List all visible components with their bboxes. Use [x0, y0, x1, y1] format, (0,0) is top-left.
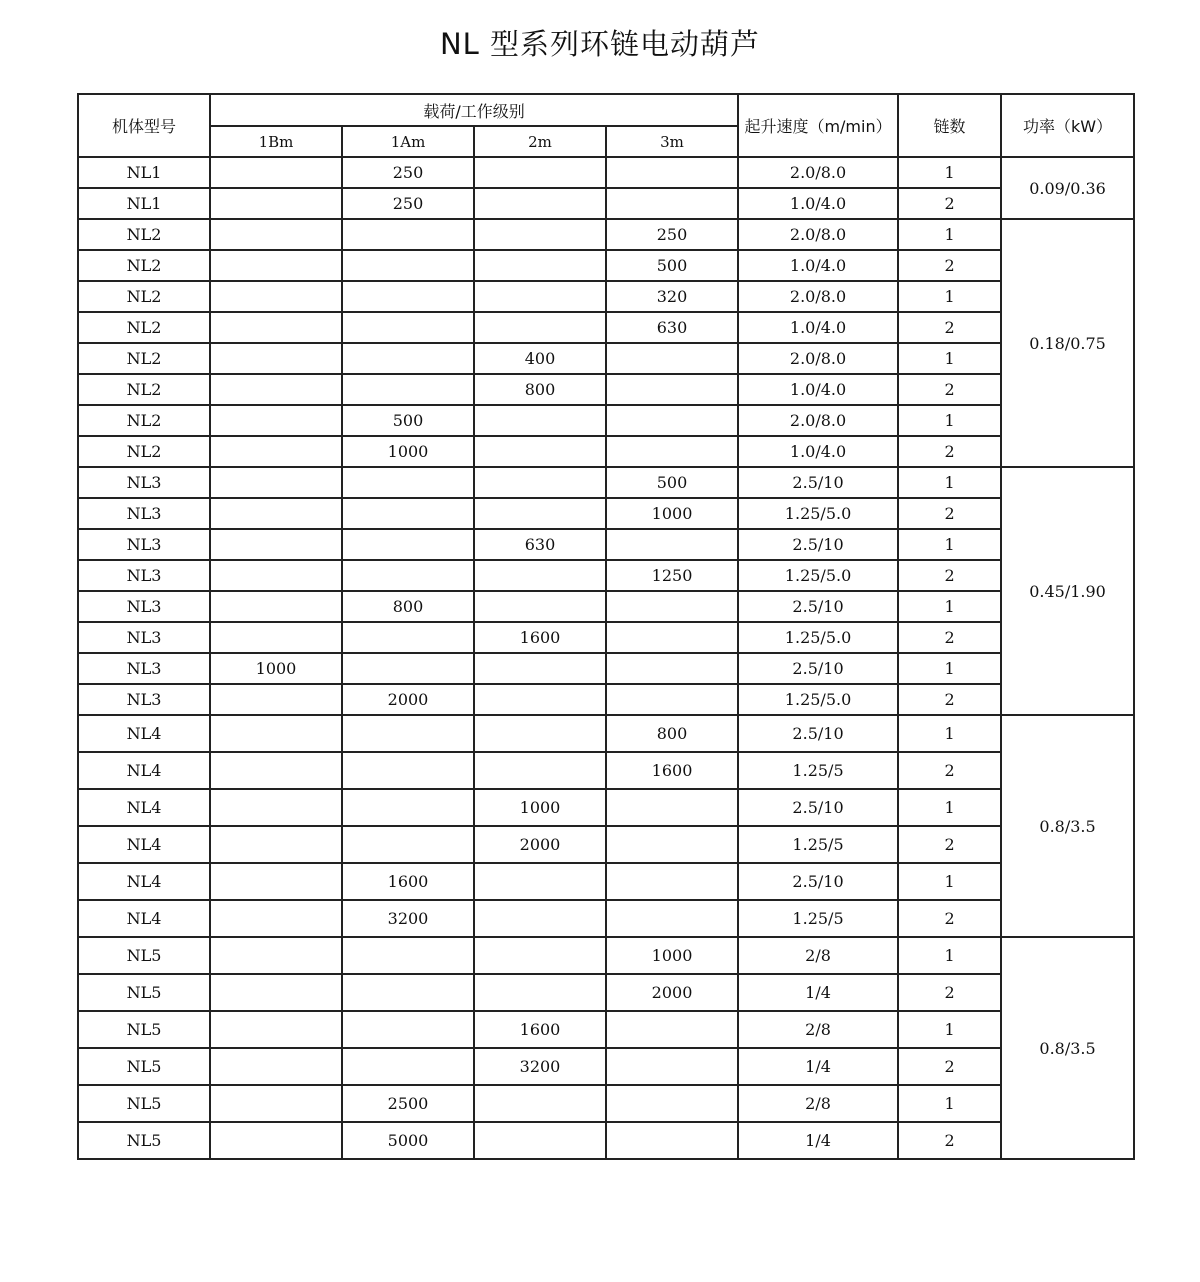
cell-model: NL5 — [78, 974, 210, 1011]
cell-load-1bm — [210, 715, 342, 752]
cell-load-3m — [606, 529, 738, 560]
cell-load-1bm — [210, 1122, 342, 1159]
cell-chains: 1 — [898, 467, 1001, 498]
cell-load-1am: 3200 — [342, 900, 474, 937]
cell-load-3m — [606, 157, 738, 188]
cell-chains: 1 — [898, 937, 1001, 974]
cell-load-1am: 1600 — [342, 863, 474, 900]
cell-load-1bm — [210, 219, 342, 250]
cell-speed: 2.0/8.0 — [738, 219, 898, 250]
cell-chains: 2 — [898, 1122, 1001, 1159]
cell-load-1am: 800 — [342, 591, 474, 622]
cell-speed: 1/4 — [738, 974, 898, 1011]
cell-load-2m — [474, 591, 606, 622]
cell-load-2m — [474, 250, 606, 281]
header-grade-2m: 2m — [474, 126, 606, 157]
cell-power: 0.8/3.5 — [1001, 715, 1134, 937]
cell-load-2m — [474, 937, 606, 974]
cell-load-3m — [606, 1048, 738, 1085]
cell-load-1am — [342, 826, 474, 863]
cell-model: NL3 — [78, 467, 210, 498]
cell-model: NL3 — [78, 560, 210, 591]
table-row — [78, 188, 1134, 219]
table-row — [78, 1011, 1134, 1048]
cell-load-2m — [474, 653, 606, 684]
cell-speed: 2.0/8.0 — [738, 405, 898, 436]
cell-load-3m — [606, 436, 738, 467]
cell-load-3m — [606, 826, 738, 863]
cell-load-1am: 5000 — [342, 1122, 474, 1159]
cell-load-1am — [342, 219, 474, 250]
cell-load-1am — [342, 281, 474, 312]
cell-load-3m: 500 — [606, 250, 738, 281]
cell-model: NL2 — [78, 281, 210, 312]
cell-load-3m: 1600 — [606, 752, 738, 789]
cell-load-1am — [342, 498, 474, 529]
cell-load-2m — [474, 219, 606, 250]
cell-load-3m: 800 — [606, 715, 738, 752]
cell-speed: 1/4 — [738, 1122, 898, 1159]
table-row — [78, 436, 1134, 467]
cell-load-2m: 3200 — [474, 1048, 606, 1085]
header-grade-1bm: 1Bm — [210, 126, 342, 157]
cell-chains: 1 — [898, 1011, 1001, 1048]
cell-speed: 1.25/5.0 — [738, 560, 898, 591]
cell-load-1am — [342, 312, 474, 343]
cell-model: NL2 — [78, 219, 210, 250]
cell-load-1am — [342, 529, 474, 560]
cell-load-1bm — [210, 1048, 342, 1085]
cell-load-2m — [474, 188, 606, 219]
cell-load-1bm — [210, 436, 342, 467]
cell-model: NL3 — [78, 684, 210, 715]
cell-model: NL4 — [78, 826, 210, 863]
cell-model: NL4 — [78, 715, 210, 752]
cell-chains: 2 — [898, 622, 1001, 653]
cell-speed: 1.0/4.0 — [738, 188, 898, 219]
cell-load-3m: 1000 — [606, 498, 738, 529]
cell-load-3m: 250 — [606, 219, 738, 250]
page-title: NL 型系列环链电动葫芦 — [439, 27, 761, 61]
cell-chains: 2 — [898, 374, 1001, 405]
cell-model: NL3 — [78, 622, 210, 653]
cell-model: NL5 — [78, 1048, 210, 1085]
cell-load-1am: 500 — [342, 405, 474, 436]
cell-load-1bm — [210, 974, 342, 1011]
cell-load-2m — [474, 900, 606, 937]
cell-load-3m — [606, 900, 738, 937]
cell-power: 0.18/0.75 — [1001, 219, 1134, 467]
cell-load-1bm — [210, 312, 342, 343]
cell-load-1bm — [210, 1011, 342, 1048]
cell-load-1am — [342, 560, 474, 591]
cell-load-1bm — [210, 826, 342, 863]
cell-speed: 1.0/4.0 — [738, 436, 898, 467]
cell-load-1bm — [210, 374, 342, 405]
table-row — [78, 752, 1134, 789]
cell-load-3m — [606, 684, 738, 715]
cell-load-3m — [606, 653, 738, 684]
cell-load-3m — [606, 863, 738, 900]
cell-load-3m: 500 — [606, 467, 738, 498]
cell-model: NL1 — [78, 188, 210, 219]
cell-load-3m — [606, 591, 738, 622]
table-row — [78, 653, 1134, 684]
header-load-group: 载荷/工作级别 — [210, 94, 738, 126]
cell-load-2m — [474, 405, 606, 436]
cell-load-2m — [474, 560, 606, 591]
cell-speed: 1.0/4.0 — [738, 250, 898, 281]
cell-chains: 1 — [898, 591, 1001, 622]
header-grade-3m: 3m — [606, 126, 738, 157]
cell-load-2m — [474, 312, 606, 343]
cell-load-2m: 2000 — [474, 826, 606, 863]
cell-speed: 1.25/5.0 — [738, 684, 898, 715]
table-row — [78, 312, 1134, 343]
table-header — [78, 94, 1134, 157]
table-row — [78, 281, 1134, 312]
cell-speed: 1.25/5 — [738, 826, 898, 863]
table-row — [78, 405, 1134, 436]
cell-load-1am — [342, 974, 474, 1011]
cell-load-3m — [606, 374, 738, 405]
cell-load-1bm: 1000 — [210, 653, 342, 684]
cell-chains: 1 — [898, 715, 1001, 752]
cell-chains: 2 — [898, 498, 1001, 529]
cell-speed: 2.5/10 — [738, 863, 898, 900]
cell-model: NL2 — [78, 343, 210, 374]
cell-load-2m: 400 — [474, 343, 606, 374]
cell-load-2m — [474, 684, 606, 715]
cell-load-2m — [474, 863, 606, 900]
table-row — [78, 157, 1134, 188]
cell-speed: 1.25/5.0 — [738, 498, 898, 529]
cell-load-1am — [342, 622, 474, 653]
cell-load-1bm — [210, 250, 342, 281]
cell-speed: 1.0/4.0 — [738, 312, 898, 343]
cell-chains: 2 — [898, 1048, 1001, 1085]
table-row — [78, 343, 1134, 374]
cell-chains: 1 — [898, 529, 1001, 560]
cell-load-1bm — [210, 405, 342, 436]
table-row — [78, 498, 1134, 529]
table-row — [78, 826, 1134, 863]
cell-model: NL3 — [78, 529, 210, 560]
table-row — [78, 467, 1134, 498]
cell-load-2m — [474, 752, 606, 789]
cell-model: NL3 — [78, 653, 210, 684]
cell-chains: 2 — [898, 974, 1001, 1011]
cell-load-1bm — [210, 560, 342, 591]
cell-chains: 2 — [898, 436, 1001, 467]
cell-load-3m: 1250 — [606, 560, 738, 591]
cell-model: NL1 — [78, 157, 210, 188]
table-row — [78, 622, 1134, 653]
cell-model: NL4 — [78, 789, 210, 826]
cell-load-3m — [606, 622, 738, 653]
cell-load-1bm — [210, 591, 342, 622]
cell-load-2m: 800 — [474, 374, 606, 405]
cell-load-1bm — [210, 343, 342, 374]
cell-load-1am: 1000 — [342, 436, 474, 467]
cell-load-1bm — [210, 498, 342, 529]
cell-model: NL4 — [78, 900, 210, 937]
cell-load-1bm — [210, 752, 342, 789]
cell-speed: 1.0/4.0 — [738, 374, 898, 405]
cell-load-1am: 2500 — [342, 1085, 474, 1122]
cell-chains: 1 — [898, 863, 1001, 900]
cell-chains: 2 — [898, 560, 1001, 591]
cell-load-1am — [342, 653, 474, 684]
header-model: 机体型号 — [78, 94, 210, 157]
cell-load-3m — [606, 1122, 738, 1159]
cell-load-3m: 630 — [606, 312, 738, 343]
cell-load-1bm — [210, 529, 342, 560]
cell-speed: 2/8 — [738, 1011, 898, 1048]
cell-load-1bm — [210, 622, 342, 653]
cell-load-1am — [342, 937, 474, 974]
cell-load-2m: 1600 — [474, 622, 606, 653]
table-row — [78, 789, 1134, 826]
table-row — [78, 591, 1134, 622]
cell-load-1bm — [210, 684, 342, 715]
cell-speed: 2.5/10 — [738, 591, 898, 622]
cell-load-3m — [606, 789, 738, 826]
cell-power: 0.45/1.90 — [1001, 467, 1134, 715]
cell-chains: 2 — [898, 900, 1001, 937]
table-row — [78, 1122, 1134, 1159]
cell-load-2m — [474, 715, 606, 752]
cell-model: NL3 — [78, 591, 210, 622]
cell-chains: 2 — [898, 752, 1001, 789]
cell-load-2m — [474, 1122, 606, 1159]
cell-load-1bm — [210, 281, 342, 312]
cell-load-1am — [342, 1011, 474, 1048]
table-body — [78, 157, 1134, 1159]
cell-load-1am — [342, 752, 474, 789]
cell-load-2m — [474, 498, 606, 529]
cell-speed: 2/8 — [738, 937, 898, 974]
cell-load-2m: 1000 — [474, 789, 606, 826]
cell-load-2m: 630 — [474, 529, 606, 560]
cell-load-1am — [342, 250, 474, 281]
cell-chains: 1 — [898, 405, 1001, 436]
cell-load-1am — [342, 467, 474, 498]
cell-model: NL2 — [78, 250, 210, 281]
cell-model: NL5 — [78, 937, 210, 974]
cell-load-1am — [342, 343, 474, 374]
cell-load-1am — [342, 1048, 474, 1085]
table-row — [78, 900, 1134, 937]
cell-speed: 2.0/8.0 — [738, 281, 898, 312]
cell-load-3m: 2000 — [606, 974, 738, 1011]
cell-load-1bm — [210, 157, 342, 188]
cell-load-1bm — [210, 900, 342, 937]
cell-load-1am — [342, 789, 474, 826]
table-row — [78, 684, 1134, 715]
cell-speed: 1.25/5.0 — [738, 622, 898, 653]
header-speed: 起升速度（m/min） — [738, 94, 898, 157]
cell-load-1am — [342, 715, 474, 752]
cell-chains: 1 — [898, 1085, 1001, 1122]
table-row — [78, 1085, 1134, 1122]
header-power: 功率（kW） — [1001, 94, 1134, 157]
cell-load-2m — [474, 281, 606, 312]
cell-speed: 2.5/10 — [738, 529, 898, 560]
cell-power: 0.8/3.5 — [1001, 937, 1134, 1159]
cell-speed: 1.25/5 — [738, 752, 898, 789]
cell-chains: 1 — [898, 219, 1001, 250]
cell-load-3m — [606, 1011, 738, 1048]
cell-model: NL2 — [78, 374, 210, 405]
cell-load-3m — [606, 405, 738, 436]
cell-speed: 2.5/10 — [738, 715, 898, 752]
cell-model: NL5 — [78, 1011, 210, 1048]
cell-load-3m — [606, 343, 738, 374]
cell-model: NL2 — [78, 405, 210, 436]
cell-chains: 1 — [898, 281, 1001, 312]
cell-load-2m — [474, 974, 606, 1011]
cell-chains: 1 — [898, 157, 1001, 188]
cell-speed: 2.5/10 — [738, 467, 898, 498]
cell-model: NL3 — [78, 498, 210, 529]
table-row — [78, 250, 1134, 281]
cell-load-1bm — [210, 467, 342, 498]
cell-chains: 1 — [898, 789, 1001, 826]
cell-speed: 1/4 — [738, 1048, 898, 1085]
cell-load-1bm — [210, 863, 342, 900]
cell-model: NL4 — [78, 863, 210, 900]
table-row — [78, 1048, 1134, 1085]
cell-load-2m — [474, 436, 606, 467]
table-row — [78, 529, 1134, 560]
table-row — [78, 219, 1134, 250]
cell-load-1bm — [210, 937, 342, 974]
table-row — [78, 560, 1134, 591]
header-chains: 链数 — [898, 94, 1001, 157]
cell-speed: 2.5/10 — [738, 789, 898, 826]
cell-chains: 2 — [898, 826, 1001, 863]
cell-load-2m — [474, 157, 606, 188]
cell-chains: 2 — [898, 312, 1001, 343]
cell-load-3m: 1000 — [606, 937, 738, 974]
table-row — [78, 715, 1134, 752]
table-row — [78, 374, 1134, 405]
cell-speed: 1.25/5 — [738, 900, 898, 937]
cell-load-2m: 1600 — [474, 1011, 606, 1048]
cell-power: 0.09/0.36 — [1001, 157, 1134, 219]
cell-load-1am — [342, 374, 474, 405]
spec-table — [77, 93, 1135, 1160]
cell-load-1am: 250 — [342, 157, 474, 188]
cell-model: NL4 — [78, 752, 210, 789]
cell-speed: 2.5/10 — [738, 653, 898, 684]
cell-model: NL2 — [78, 436, 210, 467]
cell-load-3m: 320 — [606, 281, 738, 312]
table-row — [78, 937, 1134, 974]
cell-load-1am: 250 — [342, 188, 474, 219]
cell-load-1am: 2000 — [342, 684, 474, 715]
cell-load-2m — [474, 467, 606, 498]
cell-model: NL5 — [78, 1085, 210, 1122]
cell-chains: 2 — [898, 250, 1001, 281]
cell-speed: 2.0/8.0 — [738, 157, 898, 188]
cell-load-3m — [606, 188, 738, 219]
cell-chains: 1 — [898, 653, 1001, 684]
table-row — [78, 974, 1134, 1011]
cell-speed: 2.0/8.0 — [738, 343, 898, 374]
header-grade-1am: 1Am — [342, 126, 474, 157]
cell-load-2m — [474, 1085, 606, 1122]
cell-load-1bm — [210, 789, 342, 826]
cell-load-1bm — [210, 188, 342, 219]
cell-load-1bm — [210, 1085, 342, 1122]
cell-speed: 2/8 — [738, 1085, 898, 1122]
table-row — [78, 863, 1134, 900]
cell-model: NL5 — [78, 1122, 210, 1159]
cell-chains: 2 — [898, 188, 1001, 219]
cell-load-3m — [606, 1085, 738, 1122]
cell-chains: 1 — [898, 343, 1001, 374]
cell-chains: 2 — [898, 684, 1001, 715]
cell-model: NL2 — [78, 312, 210, 343]
